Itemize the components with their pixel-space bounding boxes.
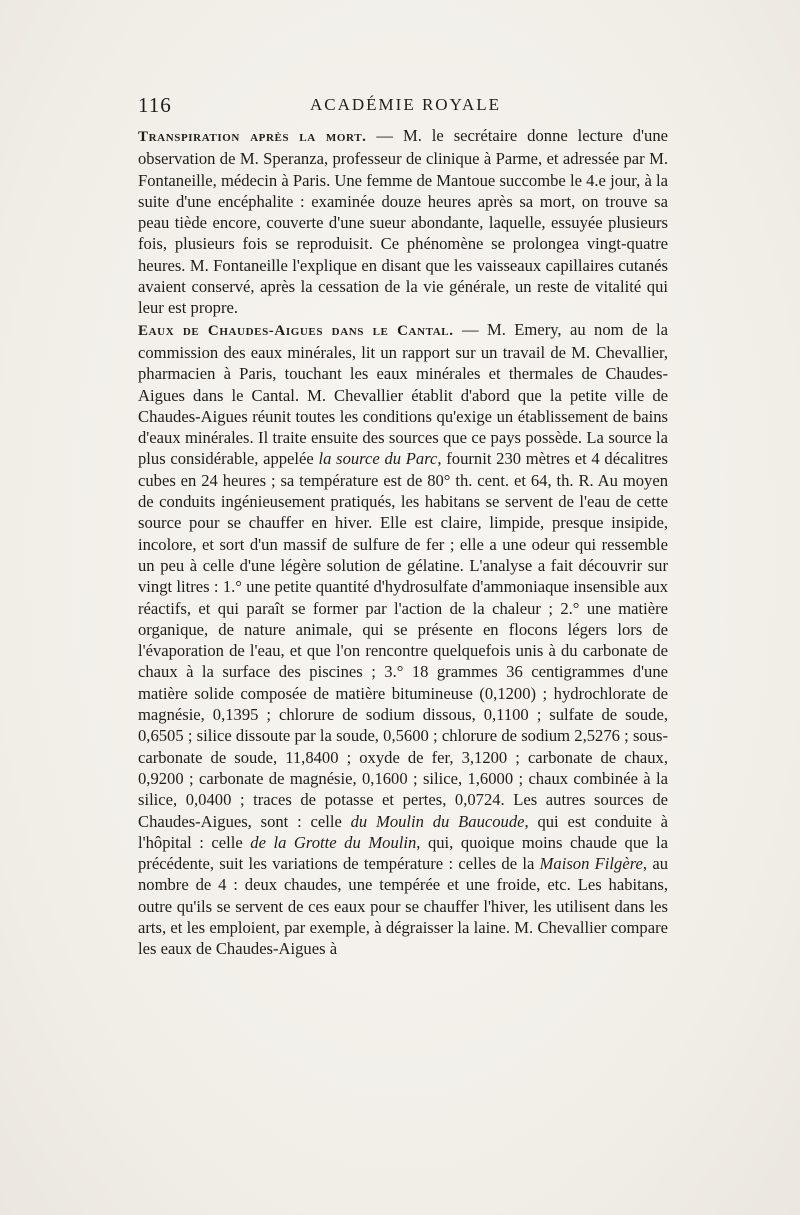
page-header (138, 93, 668, 119)
paragraph-heading: Eaux de Chaudes-Aigues dans le Cantal. (138, 322, 454, 339)
paragraph-text: — M. Emery, au nom de la commission des eaux minérales, lit un rapport sur un travail de M. Chevallier, pharmacien à Paris, touchant les eaux minérales et thermales de Chaudes-Aigues dans le Cantal. M. Chevallier établit d'abord que la petite ville de Chaudes-Aigues réunit toutes les conditions qu'exige un établissement de bains d'eaux minérales. Il traite ensuite des sources que ce pays possède. La source la plus considérable, appelée (138, 319, 668, 469)
page-number: 116 (138, 93, 172, 117)
italic-text: du Moulin du Baucoude (350, 811, 525, 831)
paragraph-text: , au nombre de 4 : deux chaudes, une tempérée et une froide, etc. Les habitans, outre qu'ils se servent de ces eaux pour se chauffer l'hiver, les utilisent dans les arts, et les emploient, par exemple, à dégraisser la laine. M. Chevallier compare les eaux de Chaudes-Aigues à (138, 854, 669, 959)
body-text (138, 125, 668, 960)
italic-text: de la Grotte du Moulin (250, 832, 417, 852)
paragraph-text: — M. le secrétaire donne lecture d'une observation de M. Speranza, professeur de clinique à Parme, et adressée par M. Fontaneille, médecin à Paris. Une femme de Mantoue succombe le 4.e jour, à la suite d'une encéphalite : examinée douze heures après sa mort, on trouve sa peau tiède encore, couverte d'une sueur abondante, laquelle, essuyée plusieurs fois, plusieurs fois se reproduisit. Ce phénomène se prolongea vingt-quatre heures. M. Fontaneille l'explique en disant que les vaisseaux capillaires cutanés avaient conservé, après la cessation de la vie générale, un reste de vitalité qui leur est propre. (138, 126, 668, 318)
paragraph-text: , qui est conduite à l'hôpital : celle (138, 811, 668, 852)
paragraph-text: , fournit 230 mètres et 4 décalitres cubes en 24 heures ; sa température est de 80° th. cent. et 64, th. R. Au moyen de conduits ingénieusement pratiqués, les habitans se servent de l'eau de cette source pour se chauffer en hiver. Elle est claire, limpide, presque insipide, incolore, et sort d'un massif de sulfure de fer ; elle a une odeur qui ressemble un peu à celle d'une légère solution de gélatine. L'analyse a fait découvrir sur vingt litres : 1.° une petite quantité d'hydrosulfate d'ammoniaque insensible aux réactifs, et qui paraît se former par l'action de la chaleur ; 2.° une matière organique, de nature animale, qui se présente en flocons légers lors de l'évaporation de l'eau, et que l'on rencontre quelquefois unis à du carbonate de chaux à la surface des piscines ; 3.° 18 grammes 36 centigrammes d'une matière solide composée de matière bitumineuse (0,1200) ; hydrochlorate de magnésie, 0,1395 ; chlorure de sodium dissous, 0,1100 ; sulfate de soude, 0,6505 ; silice dissoute par la soude, 0,5600 ; chlorure de sodium 2,5276 ; sous-carbonate de soude, 11,8400 ; oxyde de fer, 3,1200 ; carbonate de chaux, 0,9200 ; carbonate de magnésie, 0,1600 ; silice, 1,6000 ; chaux combinée à la silice, 0,0400 ; traces de potasse et pertes, 0,0724. Les autres sources de Chaudes-Aigues, sont : celle (138, 449, 668, 831)
paragraph-chaudes-aigues (138, 319, 668, 960)
paragraph-transpiration (138, 125, 668, 319)
paragraph-text: , qui, quoique moins chaude que la précédente, suit les variations de température : celles de la (138, 832, 669, 874)
italic-text: Maison Filgère (539, 854, 643, 874)
paragraph-heading: Transpiration après la mort. (138, 129, 367, 145)
italic-text: la source du Parc (318, 449, 438, 469)
running-head: ACADÉMIE ROYALE (310, 95, 502, 114)
